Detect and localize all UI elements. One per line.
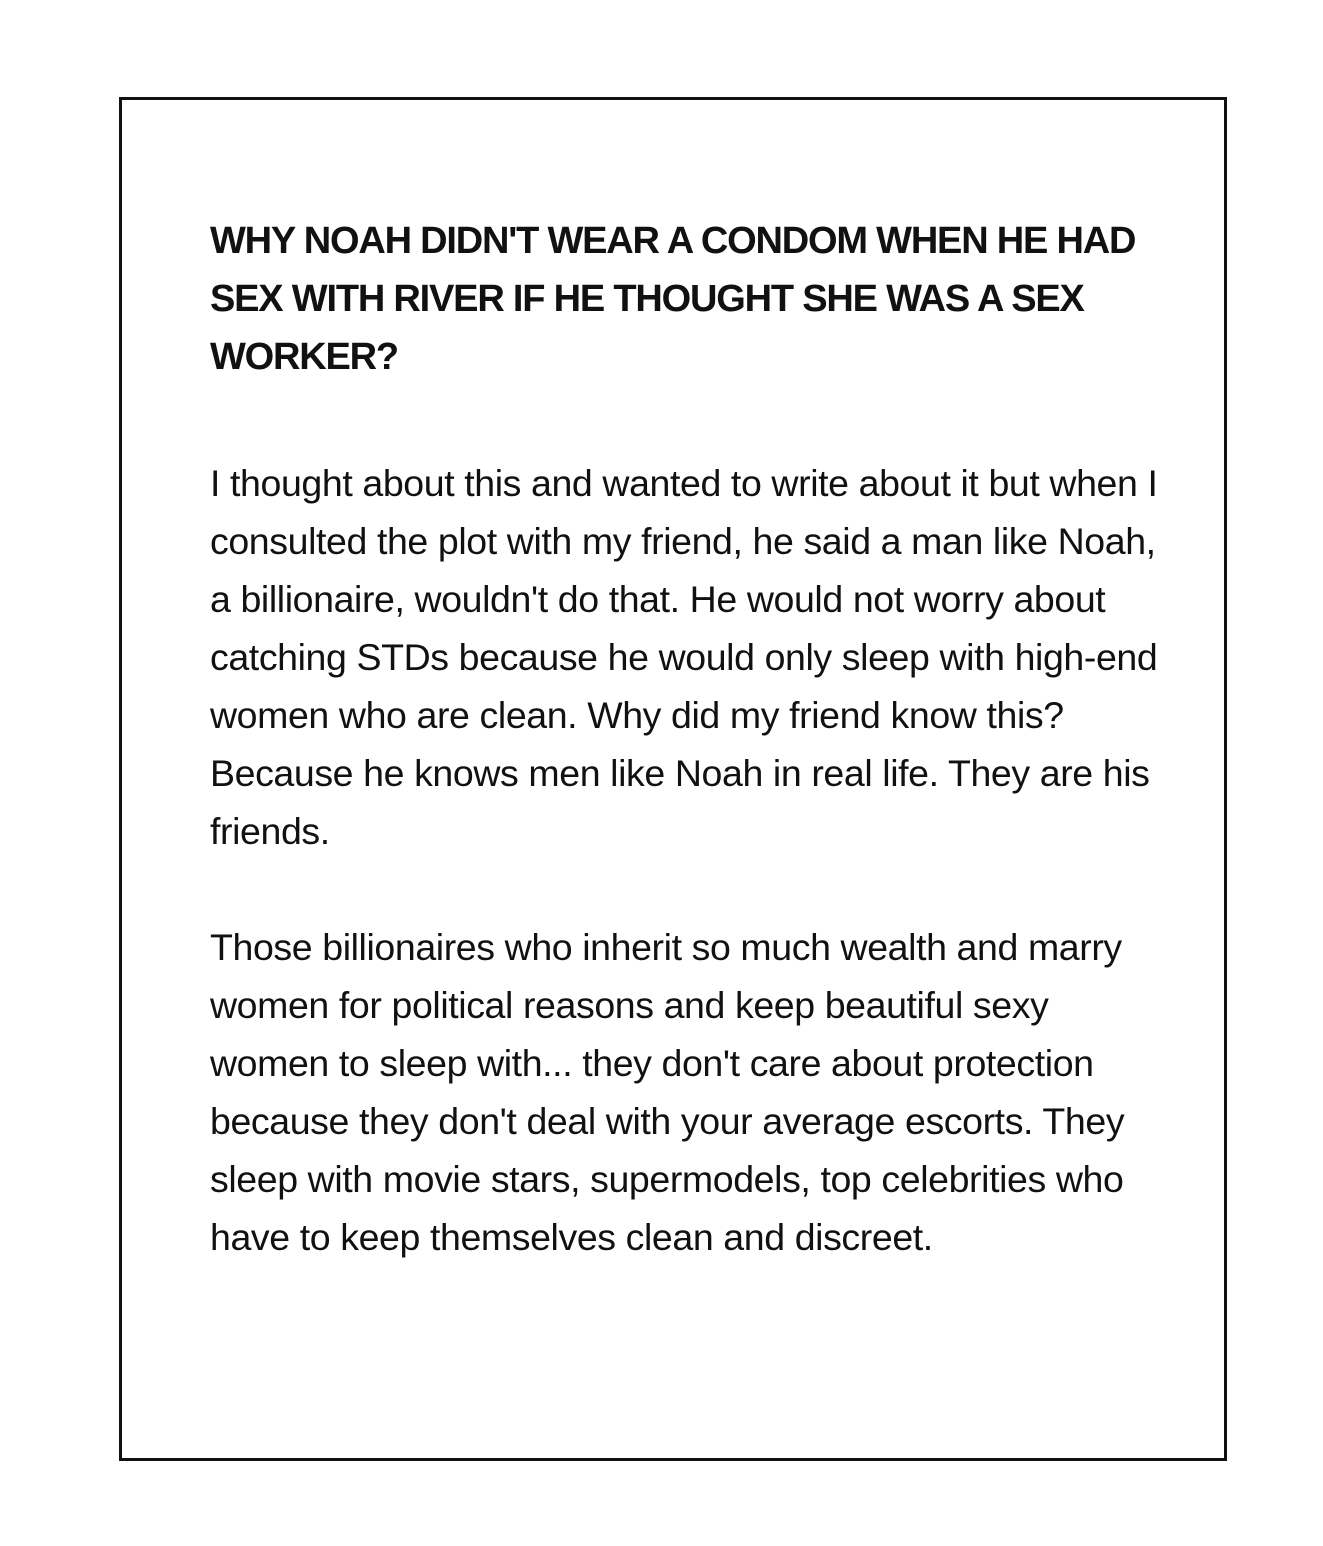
paragraph-1: I thought about this and wanted to write about it but when I consulted the plot with my friend, he said a man like Noah, a billionaire, wouldn't do that. He would not worry about catching STDs because he would only sleep with high-end women who are clean. Why did my friend know this? Because he knows men like Noah in real life. They are his friends.	[210, 462, 1158, 852]
document-body	[210, 212, 1170, 1266]
document-title: WHY NOAH DIDN'T WEAR A CONDOM WHEN HE HAD SEX WITH RIVER IF HE THOUGHT SHE WAS A SEX WORKER?	[210, 220, 1136, 378]
paragraph-2: Those billionaires who inherit so much wealth and marry women for political reasons and keep beautiful sexy women to sleep with... they don't care about protection because they don't deal with your average escorts. They sleep with movie stars, supermodels, top celebrities who have to keep themselves clean and discreet.	[210, 926, 1125, 1258]
